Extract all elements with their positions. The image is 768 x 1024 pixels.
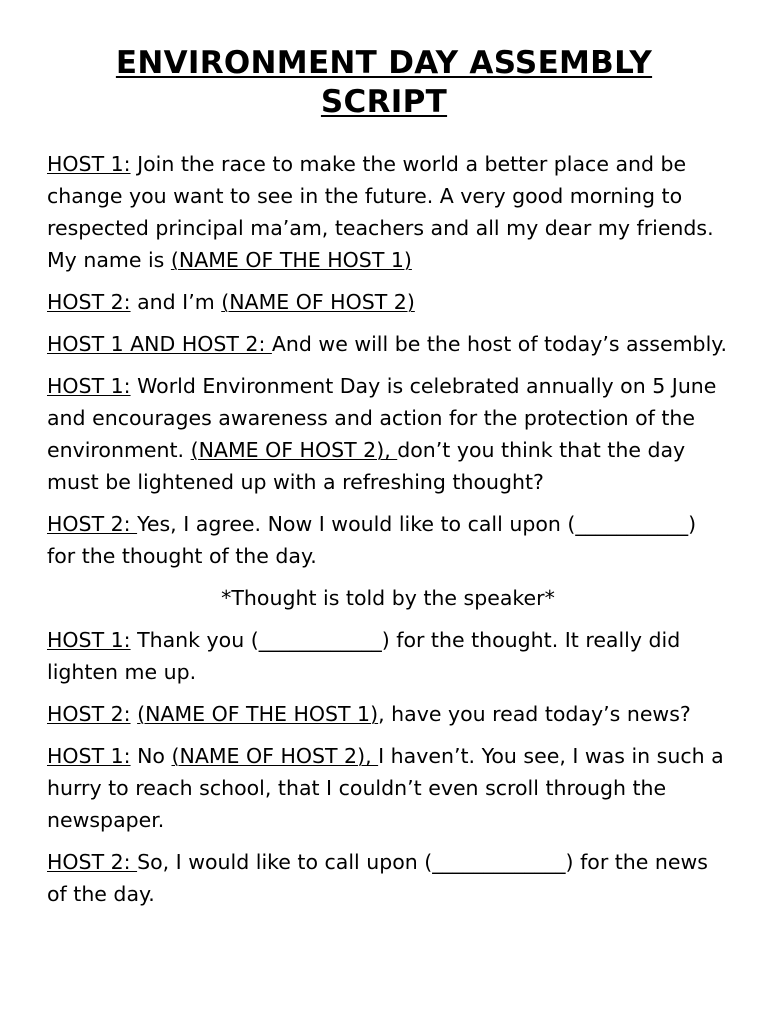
speaker-label: HOST 2: (47, 850, 138, 874)
speaker-label: HOST 1: (47, 152, 131, 176)
dialogue-text: So, I would like to call upon (_____________) for the news of the day. (47, 850, 708, 906)
name-placeholder: (NAME OF THE HOST 1) (137, 702, 379, 726)
speaker-label: HOST 2: (47, 512, 138, 536)
script-paragraph (47, 508, 729, 572)
name-placeholder: (NAME OF THE HOST 1) (170, 248, 412, 272)
script-paragraph (47, 624, 729, 688)
speaker-label: HOST 2: (47, 702, 131, 726)
dialogue-text: , have you read today’s news? (378, 702, 691, 726)
document-title-line-2: SCRIPT (320, 84, 448, 120)
script-paragraph (47, 286, 729, 318)
document-title-line-1: ENVIRONMENT DAY ASSEMBLY (115, 45, 653, 81)
dialogue-text: I haven’t. You see, I was in such a hurry to reach school, that I couldn’t even scroll through the newspaper. (47, 744, 724, 832)
stage-direction: *Thought is told by the speaker* (221, 586, 555, 610)
dialogue-text: Yes, I agree. Now I would like to call upon (___________) for the thought of the day. (47, 512, 697, 568)
name-placeholder: (NAME OF HOST 2), (171, 744, 379, 768)
dialogue-text: World Environment Day is celebrated annually on 5 June and encourages awareness and action for the protection of the environment. (47, 374, 717, 462)
script-body (47, 148, 729, 920)
dialogue-text: Join the race to make the world a better place and be change you want to see in the future. A very good morning to respected principal ma’am, teachers and all my dear my friends. My name is (47, 152, 714, 272)
dialogue-text: don’t you think that the day must be lightened up with a refreshing thought? (47, 438, 686, 494)
name-placeholder: (NAME OF HOST 2) (221, 290, 415, 314)
dialogue-text: Thank you (____________) for the thought. It really did lighten me up. (47, 628, 681, 684)
speaker-label: HOST 1: (47, 374, 131, 398)
script-paragraph (47, 370, 729, 498)
script-paragraph (47, 698, 729, 730)
script-paragraph (47, 148, 729, 276)
dialogue-text: and I’m (130, 290, 222, 314)
dialogue-text: No (130, 744, 172, 768)
speaker-label: HOST 1 AND HOST 2: (47, 332, 272, 356)
speaker-label: HOST 2: (47, 290, 131, 314)
script-paragraph (47, 846, 729, 910)
speaker-label: HOST 1: (47, 628, 131, 652)
name-placeholder: (NAME OF HOST 2), (190, 438, 398, 462)
speaker-label: HOST 1: (47, 744, 131, 768)
script-paragraph (47, 740, 729, 836)
script-paragraph (47, 328, 729, 360)
dialogue-text: And we will be the host of today’s assembly. (271, 332, 727, 356)
